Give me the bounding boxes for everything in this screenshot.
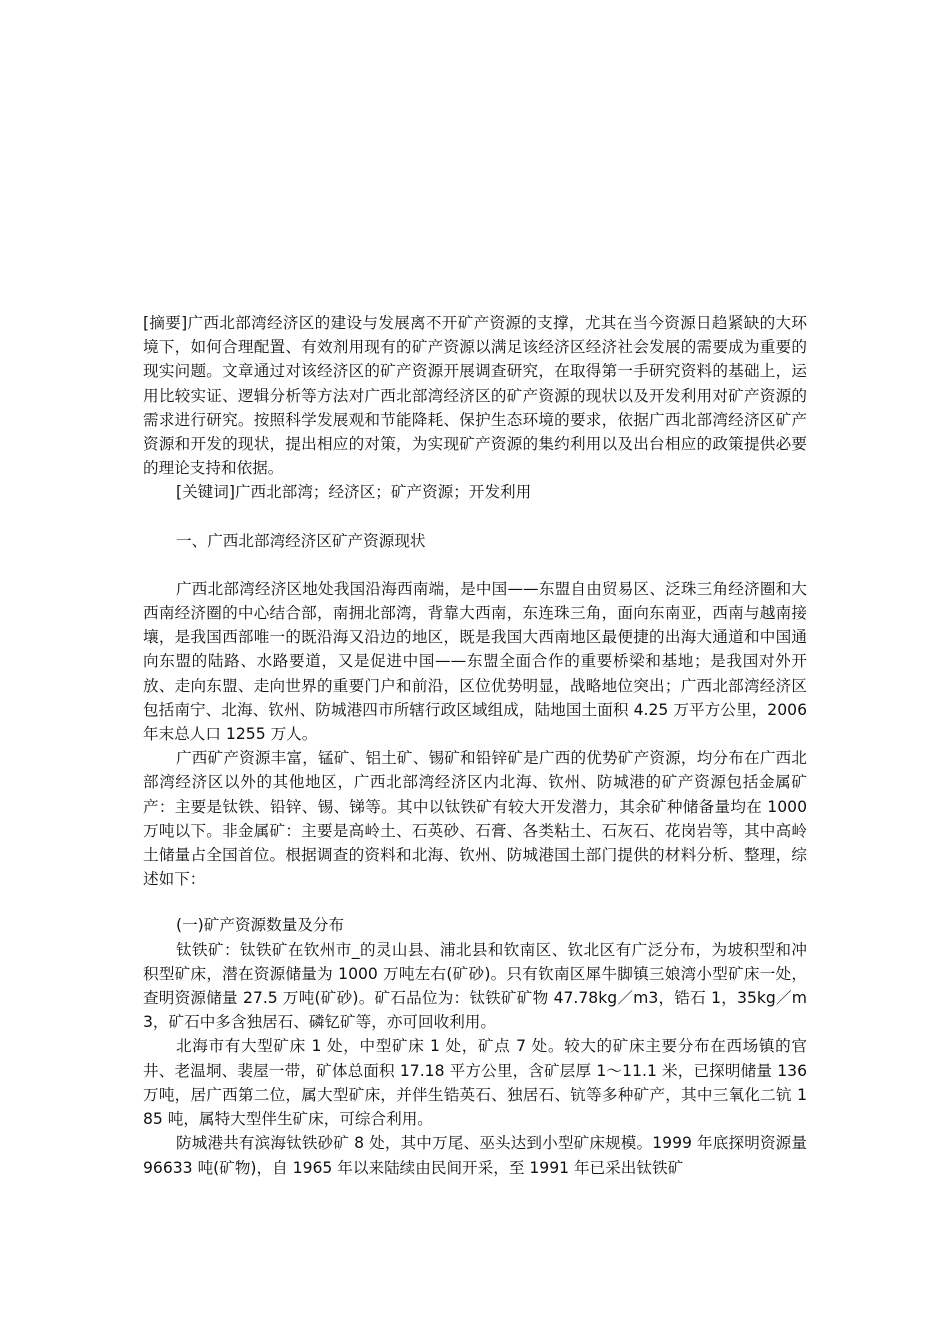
abstract-paragraph: [摘要]广西北部湾经济区的建设与发展离不开矿产资源的支撑，尤其在当今资源日趋紧缺的大环境下，如何合理配置、有效剂用现有的矿产资源以满足该经济区经济社会发展的需要成为重要的现实问题。文章通过对该经济区的矿产资源开展调查研究，在取得第一手研究资料的基础上，运用比较实证、逻辑分析等方法对广西北部湾经济区的矿产资源的现状以及开发利用对矿产资源的需求进行研究。按照科学发展观和节能降耗、保护生态环境的要求，依据广西北部湾经济区矿产资源和开发的现状，提出相应的对策，为实现矿产资源的集约利用以及出台相应的政策提供必要的理论支持和依据。 bbox=[143, 314, 807, 478]
body-paragraph-location: 广西北部湾经济区地处我国沿海西南端，是中国——东盟自由贸易区、泛珠三角经济圈和大西南经济圈的中心结合部，南拥北部湾，背靠大西南，东连珠三角，面向东南亚，西南与越南接壤，是我国西部唯一的既沿海又沿边的地区，既是我国大西南地区最便捷的出海大通道和中国通向东盟的陆路、水路要道，又是促进中国——东盟全面合作的重要桥梁和基地；是我国对外开放、走向东盟、走向世界的重要门户和前沿，区位优势明显，战略地位突出；广西北部湾经济区包括南宁、北海、钦州、防城港四市所辖行政区域组成，陆地国土面积 4.25 万平方公里，2006 年末总人口 1255 万人。 bbox=[143, 579, 807, 744]
subsection-heading: (一)矿产资源数量及分布 bbox=[176, 916, 345, 935]
body-paragraph-titanium-qinzhou: 钛铁矿：钛铁矿在钦州市_的灵山县、浦北县和钦南区、钦北区有广泛分布，为坡积型和冲积型矿床，潜在资源储量为 1000 万吨左右(矿砂)。只有钦南区犀牛脚镇三娘湾小型矿床一处，查明资源储量 27.5 万吨(矿砂)。矿石品位为：钛铁矿矿物 47.78kg／m3，锆石 1，35kg／m3，矿石中多含独居石、磷钇矿等，亦可回收利用。 bbox=[143, 940, 807, 1032]
spacer bbox=[143, 891, 807, 913]
spacer bbox=[143, 505, 807, 529]
keywords-paragraph: [关键词]广西北部湾；经济区；矿产资源；开发利用 bbox=[176, 483, 532, 502]
body-paragraph-resources: 广西矿产资源丰富，锰矿、铝土矿、锡矿和铅锌矿是广西的优势矿产资源，均分布在广西北部湾经济区以外的其他地区，广西北部湾经济区内北海、钦州、防城港的矿产资源包括金属矿产：主要是钛铁、铅锌、锡、锑等。其中以钛铁矿有较大开发潜力，其余矿种储备量均在 1000 万吨以下。非金属矿：主要是高岭土、石英砂、石膏、各类粘土、石灰石、花岗岩等，其中高岭土储量占全国首位。根据调查的资料和北海、钦州、防城港国土部门提供的材料分析、整理，综述如下： bbox=[143, 749, 807, 889]
document-page bbox=[143, 311, 807, 1180]
body-paragraph-beihai: 北海市有大型矿床 1 处，中型矿床 1 处，矿点 7 处。较大的矿床主要分布在西场镇的官井、老温垌、裴屋一带，矿体总面积 17.18 平方公里，含矿层厚 1～11.1 米，已探明储量 136 万吨，居广西第二位，属大型矿床，并伴生锆英石、独居石、钪等多种矿产，其中三氧化二钪 185 吨，属特大型伴生矿床，可综合利用。 bbox=[143, 1037, 807, 1129]
spacer bbox=[143, 553, 807, 577]
body-paragraph-fangchenggang: 防城港共有滨海钛铁砂矿 8 处，其中万尾、巫头达到小型矿床规模。1999 年底探明资源量 96633 吨(矿物)，自 1965 年以来陆续由民间开采，至 1991 年已采出钛铁矿 bbox=[143, 1134, 807, 1177]
section-heading: 一、广西北部湾经济区矿产资源现状 bbox=[176, 531, 426, 550]
